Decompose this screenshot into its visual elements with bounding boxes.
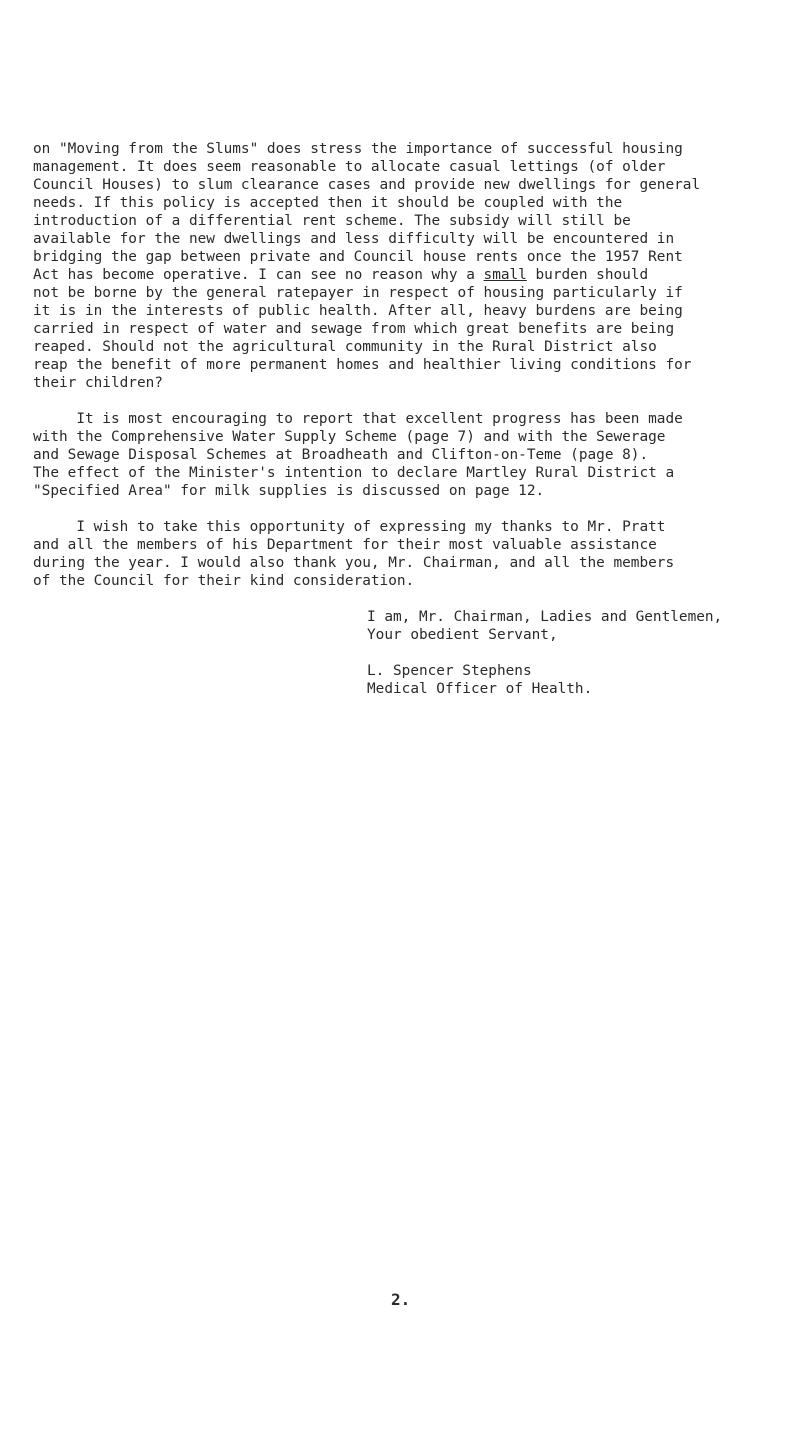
text-line: of the Council for their kind consideration. [33,573,415,589]
text-line: needs. If this policy is accepted then it should be coupled with the [33,195,623,211]
text-line-with-underline [33,266,648,284]
text-line: not be borne by the general ratepayer in respect of housing particularly if [33,285,683,301]
text-line: The effect of the Minister's intention to declare Martley Rural District a [33,465,675,481]
underlined-word: small [483,267,527,283]
closing-salutation: I am, Mr. Chairman, Ladies and Gentlemen, [367,609,723,625]
text-line: management. It does seem reasonable to allocate casual lettings (of older [33,159,666,175]
text-line: available for the new dwellings and less difficulty will be encountered in [33,231,675,247]
text-line: introduction of a differential rent scheme. The subsidy will still be [33,213,631,229]
text-segment: burden should [526,267,649,283]
text-segment: Act has become operative. I can see no reason why a [33,267,484,283]
text-line: reap the benefit of more permanent homes and healthier living conditions for [33,357,692,373]
page-number: 2. [391,1290,411,1309]
text-line: Council Houses) to slum clearance cases and provide new dwellings for general [33,177,701,193]
text-line: bridging the gap between private and Council house rents once the 1957 Rent [33,249,683,265]
text-line: carried in respect of water and sewage from which great benefits are being [33,321,675,337]
text-line: and all the members of his Department for their most valuable assistance [33,537,657,553]
text-line: "Specified Area" for milk supplies is discussed on page 12. [33,483,545,499]
text-line: their children? [33,375,163,391]
text-line: I wish to take this opportunity of expressing my thanks to Mr. Pratt [33,519,666,535]
text-line: during the year. I would also thank you, Mr. Chairman, and all the members [33,555,675,571]
closing-servant: Your obedient Servant, [367,627,558,643]
text-line: reaped. Should not the agricultural community in the Rural District also [33,339,657,355]
text-line: it is in the interests of public health. After all, heavy burdens are being [33,303,683,319]
text-line: It is most encouraging to report that excellent progress has been made [33,411,683,427]
text-line: with the Comprehensive Water Supply Scheme (page 7) and with the Sewerage [33,429,666,445]
signatory-title: Medical Officer of Health. [367,681,593,697]
text-line: on "Moving from the Slums" does stress the importance of successful housing [33,141,683,157]
signatory-name: L. Spencer Stephens [367,663,532,679]
text-line: and Sewage Disposal Schemes at Broadheath and Clifton-on-Teme (page 8). [33,447,649,463]
